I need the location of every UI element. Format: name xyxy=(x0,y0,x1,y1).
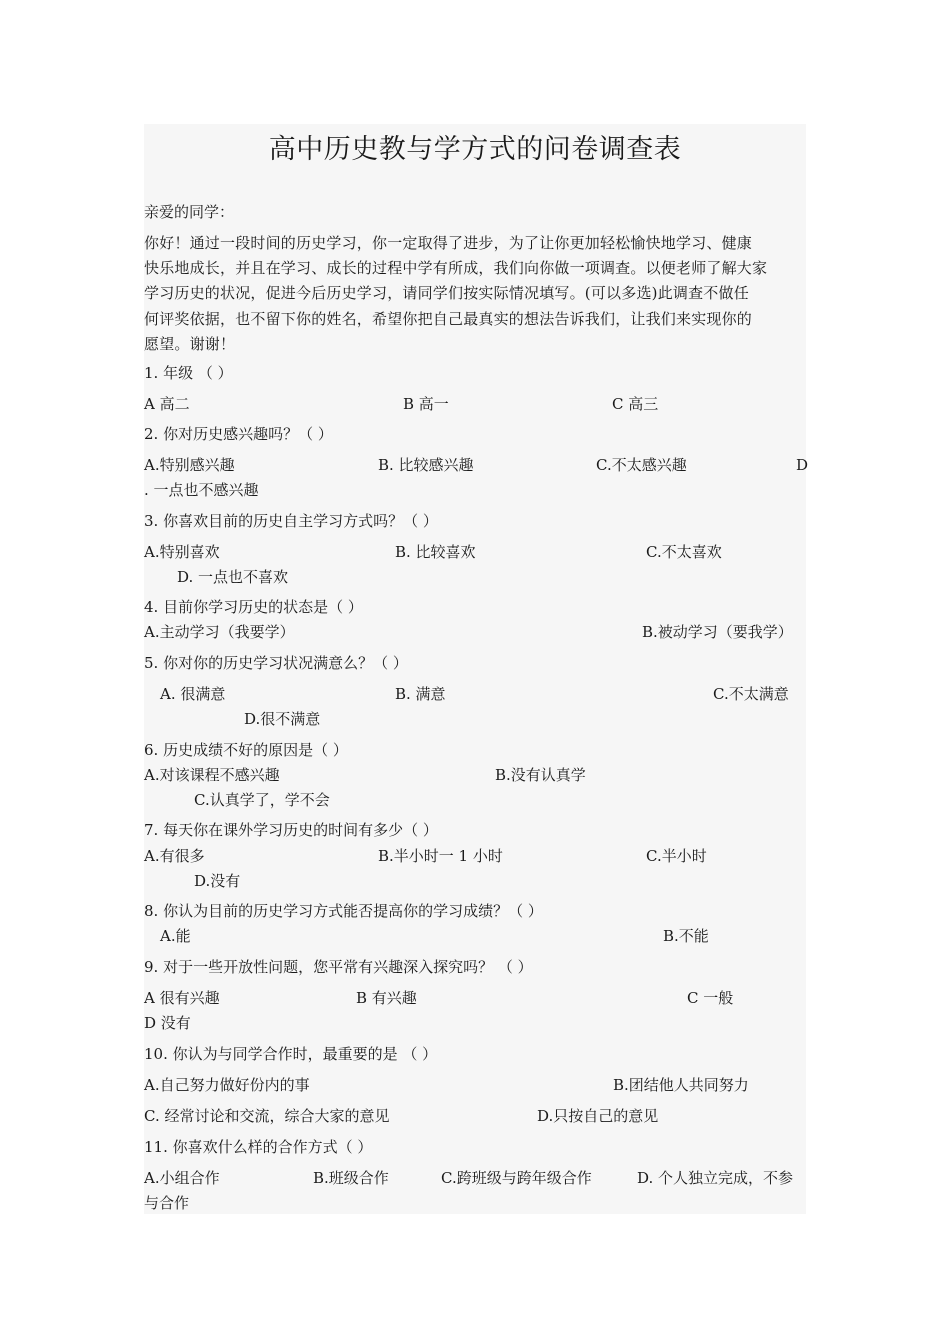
option-b: B.不能 xyxy=(663,927,709,945)
question-3: 3. 你喜欢目前的历史自主学习方式吗？（ ） xyxy=(144,512,438,530)
option-d: . 一点也不感兴趣 xyxy=(144,481,259,499)
option-c: C 高三 xyxy=(612,395,659,413)
option-d-marker: D xyxy=(796,456,809,474)
option-b: B.被动学习（要我学） xyxy=(642,623,793,641)
option-c: C.认真学了，学不会 xyxy=(194,791,330,809)
question-9: 9. 对于一些开放性问题，您平常有兴趣深入探究吗？ （ ） xyxy=(144,958,533,976)
question-6: 6. 历史成绩不好的原因是（ ） xyxy=(144,741,348,759)
intro-line: 何评奖依据，也不留下你的姓名，希望你把自己最真实的想法告诉我们，让我们来实现你的 xyxy=(144,309,753,328)
option-b: B.半小时一 1 小时 xyxy=(378,847,503,865)
question-4: 4. 目前你学习历史的状态是（ ） xyxy=(144,598,363,616)
option-b: B. 满意 xyxy=(395,685,446,703)
intro-line: 你好！通过一段时间的历史学习，你一定取得了进步，为了让你更加轻松愉快地学习、健康 xyxy=(144,234,753,252)
option-c: C.半小时 xyxy=(646,847,707,865)
option-c: C. 经常讨论和交流，综合大家的意见 xyxy=(144,1107,390,1125)
option-a: A.对该课程不感兴趣 xyxy=(144,766,280,784)
question-1: 1. 年级 （ ） xyxy=(144,364,233,382)
option-b: B 有兴趣 xyxy=(356,989,417,1007)
option-a: A.特别感兴趣 xyxy=(144,456,235,474)
option-d: D.没有 xyxy=(194,872,241,890)
option-c: C 一般 xyxy=(687,989,734,1007)
intro-line: 愿望。谢谢！ xyxy=(144,334,236,353)
intro-paragraph xyxy=(144,231,806,357)
question-7: 7. 每天你在课外学习历史的时间有多少（ ） xyxy=(144,821,438,839)
option-c: C.不太喜欢 xyxy=(646,543,722,561)
question-8: 8. 你认为目前的历史学习方式能否提高你的学习成绩？（ ） xyxy=(144,902,543,920)
intro-line: 学习历史的状况，促进今后历史学习，请同学们按实际情况填写。(可以多选)此调查不做任 xyxy=(144,284,749,303)
question-10: 10. 你认为与同学合作时，最重要的是 （ ） xyxy=(144,1045,438,1063)
option-b: B. 比较喜欢 xyxy=(395,543,476,561)
option-b: B. 比较感兴趣 xyxy=(378,456,474,474)
option-a: A.自己努力做好份内的事 xyxy=(144,1076,310,1094)
option-d: D.只按自己的意见 xyxy=(537,1107,659,1125)
question-11: 11. 你喜欢什么样的合作方式（ ） xyxy=(144,1138,373,1156)
option-a: A.能 xyxy=(160,927,191,945)
option-c: C.跨班级与跨年级合作 xyxy=(441,1169,592,1187)
option-d: D 没有 xyxy=(144,1014,191,1032)
option-b: B 高一 xyxy=(403,395,449,413)
option-a: A 很有兴趣 xyxy=(144,989,220,1007)
option-a: A.特别喜欢 xyxy=(144,543,220,561)
option-c: C.不太感兴趣 xyxy=(596,456,687,474)
question-2: 2. 你对历史感兴趣吗？（ ） xyxy=(144,425,333,443)
option-b: B.班级合作 xyxy=(313,1169,389,1187)
option-a: A.有很多 xyxy=(144,847,205,865)
option-d: D. 个人独立完成，不参 xyxy=(637,1169,794,1187)
option-d-continued: 与合作 xyxy=(144,1194,190,1212)
option-d: D.很不满意 xyxy=(244,710,321,728)
option-c: C.不太满意 xyxy=(713,685,789,703)
greeting: 亲爱的同学： xyxy=(144,203,235,221)
question-5: 5. 你对你的历史学习状况满意么？（ ） xyxy=(144,654,408,672)
option-d: D. 一点也不喜欢 xyxy=(177,568,289,586)
option-a: A.小组合作 xyxy=(144,1169,220,1187)
option-b: B.团结他人共同努力 xyxy=(613,1076,749,1094)
option-a: A 高二 xyxy=(144,395,190,413)
option-b: B.没有认真学 xyxy=(495,766,586,784)
option-a: A. 很满意 xyxy=(160,685,226,703)
page-title: 高中历史教与学方式的问卷调查表 xyxy=(268,134,682,165)
option-a: A.主动学习（我要学） xyxy=(144,623,295,641)
intro-line: 快乐地成长，并且在学习、成长的过程中学有所成，我们向你做一项调查。以便老师了解大家 xyxy=(144,259,768,278)
